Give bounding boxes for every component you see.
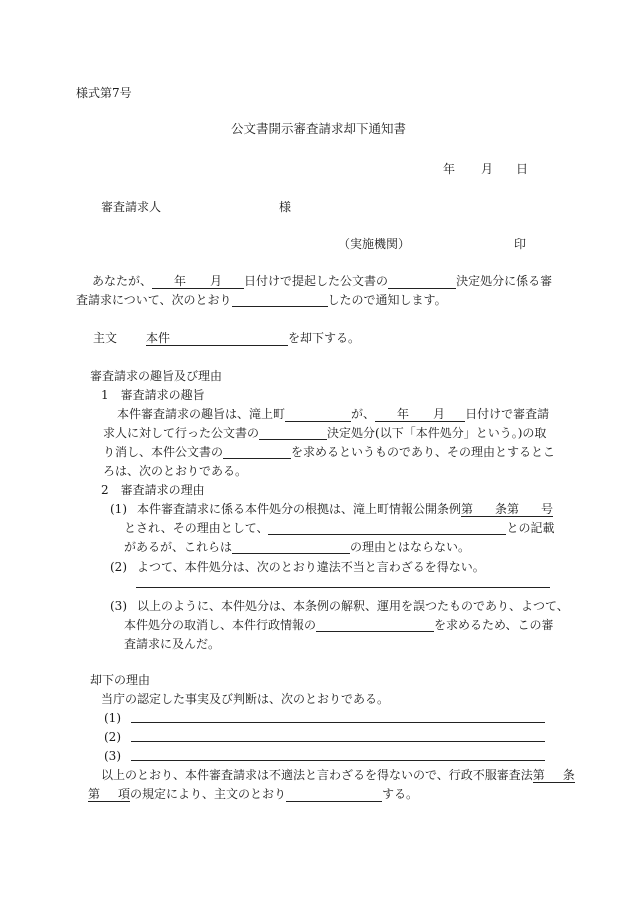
blank-month bbox=[186, 275, 210, 289]
blank-line-illegality bbox=[136, 587, 550, 588]
seal-mark: 印 bbox=[514, 237, 527, 251]
reasons-heading: 審査請求の趣旨及び理由 bbox=[90, 369, 223, 383]
blank-action bbox=[232, 293, 328, 307]
ruling-text: 本件 を却下する。 bbox=[146, 331, 361, 345]
grounds-item-3-line-2: 本件処分の取消し、本件行政情報の を求めるため、この審 bbox=[124, 618, 554, 632]
date-year: 年 bbox=[443, 162, 456, 176]
grounds-item-3-num: (3) bbox=[110, 599, 127, 613]
date-day: 日 bbox=[516, 162, 529, 176]
ruling-label: 主文 bbox=[93, 331, 118, 345]
date-month: 月 bbox=[481, 162, 494, 176]
purpose-line-4: ろは、次のとおりである。 bbox=[103, 464, 248, 478]
grounds-item-1-line-2: とされ、その理由として、 との記載 bbox=[124, 521, 555, 535]
purpose-line-2: 求人に対して行った公文書の 決定処分(以下「本件処分」という。)の取 bbox=[103, 426, 547, 440]
grounds-item-2-num: (2) bbox=[110, 560, 127, 574]
blank-ruling-subject bbox=[170, 332, 288, 346]
conclusion-line-1: 以上のとおり、本件審査請求は不適法と言わざるを得ないので、行政不服審査法第 条 bbox=[101, 768, 575, 782]
blank-decision-type bbox=[388, 275, 456, 289]
issuing-agency: （実施機関） bbox=[338, 237, 411, 251]
form-number: 様式第7号 bbox=[76, 86, 132, 100]
intro-line-1: あなたが、 年 月 日付けで提起した公文書の 決定処分に係る審 bbox=[92, 274, 553, 288]
dismissal-line-1 bbox=[131, 722, 545, 723]
grounds-heading: 2 審査請求の理由 bbox=[101, 483, 205, 497]
blank-year-pad bbox=[152, 275, 174, 289]
grounds-item-2-text: よつて、本件処分は、次のとおり違法不当と言わざるを得ない。 bbox=[137, 560, 485, 574]
purpose-heading: 1 審査請求の趣旨 bbox=[101, 388, 205, 402]
dismissal-lead: 当庁の認定した事実及び判断は、次のとおりである。 bbox=[101, 692, 390, 706]
grounds-item-1-line-1: 本件審査請求に係る本件処分の根拠は、滝上町情報公開条例第 条第 号 bbox=[137, 502, 554, 516]
addressee-label: 審査請求人 bbox=[101, 200, 162, 214]
blank-day bbox=[222, 275, 244, 289]
document-title: 公文書開示審査請求却下通知書 bbox=[231, 121, 407, 136]
grounds-item-1-num: (1) bbox=[110, 502, 127, 516]
dismissal-item-3: (3) bbox=[104, 749, 121, 763]
intro-line-2: 査請求について、次のとおり したので通知します。 bbox=[76, 293, 447, 307]
grounds-item-3-line-1: 以上のように、本件処分は、本条例の解釈、運用を誤つたものであり、よつて、 bbox=[137, 599, 569, 613]
grounds-item-1-line-3: があるが、これらは の理由とはならない。 bbox=[124, 540, 471, 554]
conclusion-line-2: 第 項の規定により、主文のとおり する。 bbox=[88, 787, 419, 801]
purpose-line-3: り消し、本件公文書の を求めるというものであり、その理由とするとこ bbox=[103, 445, 556, 459]
dismissal-item-1: (1) bbox=[104, 711, 121, 725]
dismissal-item-2: (2) bbox=[104, 730, 121, 744]
grounds-item-3-line-3: 査請求に及んだ。 bbox=[124, 637, 221, 651]
dismissal-line-2 bbox=[131, 741, 545, 742]
blank-agency bbox=[285, 408, 351, 422]
dismissal-line-3 bbox=[131, 760, 545, 761]
purpose-line-1: 本件審査請求の趣旨は、滝上町 が、 年 月 日付けで審査請 bbox=[117, 407, 550, 421]
addressee-honorific: 様 bbox=[279, 200, 292, 214]
dismissal-heading: 却下の理由 bbox=[90, 673, 151, 687]
